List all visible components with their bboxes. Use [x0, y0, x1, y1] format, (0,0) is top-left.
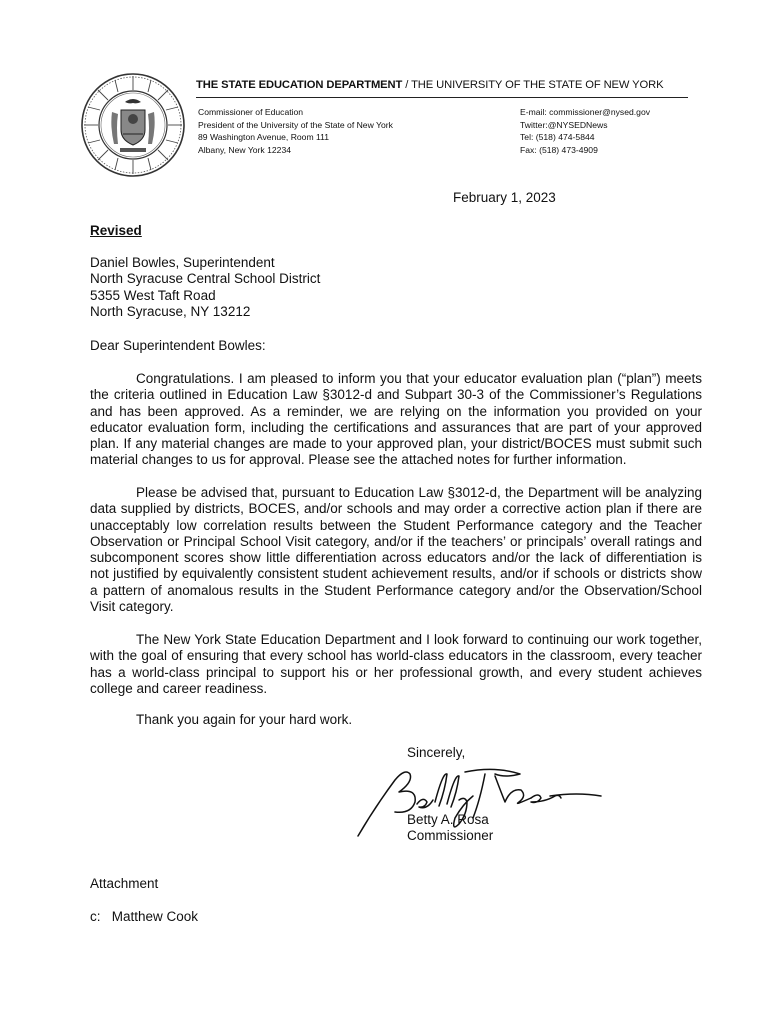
paragraph-approval: Congratulations. I am pleased to inform you that your educator evaluation plan (“plan”) meets the criteria outlined in Education Law §3012-d and Subpart 30-3 of the Commissioner’s Regulations and has been approved. As a reminder, we are relying on the information you provided on your educator evaluation form, including the certifications and assurances that are part of your approved plan. If any material changes are made to your approved plan, your district/BOCES must submit such material changes to us for approval. Please see the attached notes for further information. [90, 371, 702, 468]
state-seal-logo [80, 72, 186, 178]
salutation: Dear Superintendent Bowles: [90, 338, 266, 353]
paragraph-goals: The New York State Education Department and I look forward to continuing our work together, with the goal of ensuring that every school has world-class educators in the classroom, every teacher has a world-class principal to support his or her professional growth, and every student achieves college and career readiness. [90, 632, 702, 696]
paragraph-advisory: Please be advised that, pursuant to Education Law §3012-d, the Department will be analyzing data supplied by districts, BOCES, and/or schools and may order a corrective action plan if there are unacceptably low correlation results between the Student Performance category and the Teacher Observation or Principal School Visit category, and/or if the teachers’ or principals’ overall ratings and subcomponent scores show little differentiation across educators and/or the lack of differentiation is not justified by equivalently consistent student achievement results, and/or if schools or districts show a pattern of anomalous results in the Student Performance category and/or the Observation/School Visit category. [90, 485, 702, 615]
revised-label: Revised [90, 223, 142, 238]
contact-twitter: Twitter:@NYSEDNews [520, 119, 608, 130]
address-line: North Syracuse, NY 13212 [90, 303, 251, 319]
university-name: / THE UNIVERSITY OF THE STATE OF NEW YORK [402, 79, 664, 91]
letter-date: February 1, 2023 [453, 190, 556, 205]
office-line: 89 Washington Avenue, Room 111 [198, 132, 330, 143]
address-line: Daniel Bowles, Superintendent [90, 255, 275, 270]
signer-name: Betty A. Rosa [407, 812, 489, 827]
contact-fax: Fax: (518) 473-4909 [520, 144, 598, 155]
cc-line: c: Matthew Cook [90, 909, 199, 924]
department-name: THE STATE EDUCATION DEPARTMENT [196, 79, 403, 91]
attachment-note: Attachment [90, 876, 159, 891]
letterhead [196, 79, 688, 156]
office-line: Commissioner of Education [198, 107, 304, 117]
recipient-address [90, 255, 702, 320]
contact-block [520, 106, 688, 156]
contact-tel: Tel: (518) 474-5844 [520, 132, 595, 143]
office-line: Albany, New York 12234 [198, 144, 292, 155]
closing: Sincerely, [407, 745, 466, 760]
address-line: North Syracuse Central School District [90, 271, 321, 287]
signer-title: Commissioner [407, 828, 494, 843]
office-line: President of the University of the State of New York [198, 119, 393, 130]
header-divider [196, 97, 688, 98]
office-address-block [198, 106, 393, 156]
paragraph-thanks: Thank you again for your hard work. [136, 712, 353, 727]
department-title [196, 79, 688, 91]
address-line: 5355 West Taft Road [90, 287, 216, 303]
contact-email: E-mail: commissioner@nysed.gov [520, 107, 651, 117]
signer-block [407, 812, 493, 844]
